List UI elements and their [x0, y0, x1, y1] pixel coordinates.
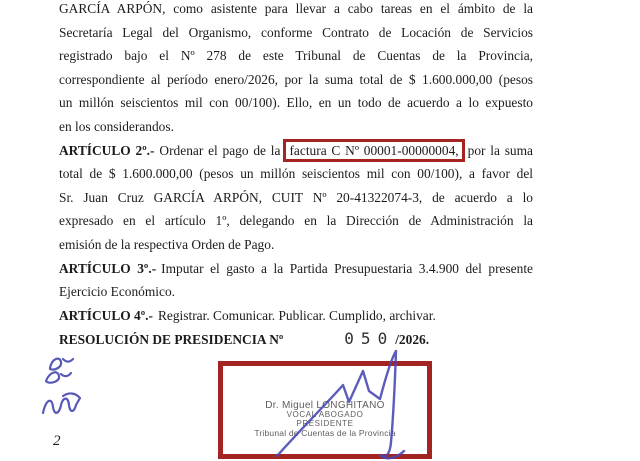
resolution-line [59, 327, 533, 351]
resolution-label: RESOLUCIÓN DE PRESIDENCIA Nº [59, 332, 284, 348]
article-4-label: ARTÍCULO 4º.- [59, 307, 153, 323]
article-3-label: ARTÍCULO 3º.- [59, 260, 157, 276]
article-2-label: ARTÍCULO 2º.- [59, 142, 155, 158]
paragraph-line: registrado bajo el Nº 278 de este Tribunal de Cuentas de la Provincia, [59, 48, 533, 64]
handwritten-initials [43, 359, 80, 413]
paragraph-line: GARCÍA ARPÓN, como asistente para llevar a cabo tareas en el ámbito de la [59, 1, 533, 16]
page-number: 2 [53, 433, 61, 449]
signer-name: Dr. Miguel LONGHITANO [265, 400, 385, 411]
article-3-line [59, 257, 533, 281]
signer-title-presidente: PRESIDENTE [296, 419, 354, 429]
signature-highlight-box [218, 361, 432, 459]
stamped-resolution-number: 050 [344, 329, 395, 349]
article-3-line: Ejercicio Económico. [59, 284, 176, 300]
document-text-block [59, 0, 533, 351]
signer-title-vocal: VOCAL ABOGADO [286, 410, 364, 420]
factura-highlight-box: factura C Nº 00001-00000004, [283, 139, 464, 162]
paragraph-line: en los considerandos. [59, 118, 174, 134]
paragraph-line: correspondiente al período enero/2026, por la suma total de $ 1.600.000,00 (pesos [59, 71, 533, 87]
article-2-line: Sr. Juan Cruz GARCÍA ARPÓN, CUIT Nº 20-41322074-3, de acuerdo a lo [59, 189, 533, 205]
article-3-text: Imputar el gasto a la Partida Presupuestaria 3.4.900 del presente [161, 260, 533, 276]
article-2-text-before-box: Ordenar el pago de la [159, 142, 281, 158]
article-2-text-after-box: por la suma [467, 142, 533, 158]
article-2-line [59, 139, 533, 163]
paragraph-line: Secretaría Legal del Organismo, conforme Contrato de Locación de Servicios [59, 24, 533, 40]
resolution-year: /2026. [395, 332, 430, 348]
article-4-line [59, 304, 533, 328]
article-2-line: total de $ 1.600.000,00 (pesos un millón seiscientos mil con 00/100), a favor del [59, 166, 533, 182]
article-2-line: emisión de la respectiva Orden de Pago. [59, 236, 275, 252]
article-4-text: Registrar. Comunicar. Publicar. Cumplido, archivar. [157, 307, 436, 323]
official-stamp [223, 400, 427, 439]
paragraph-line: un millón seiscientos mil con 00/100). Ello, en un todo de acuerdo a lo expuesto [59, 95, 533, 111]
signer-organization: Tribunal de Cuentas de la Provincia [254, 428, 396, 439]
article-2-line: expresado en el artículo 1º, delegando en la Dirección de Administración la [59, 213, 533, 229]
